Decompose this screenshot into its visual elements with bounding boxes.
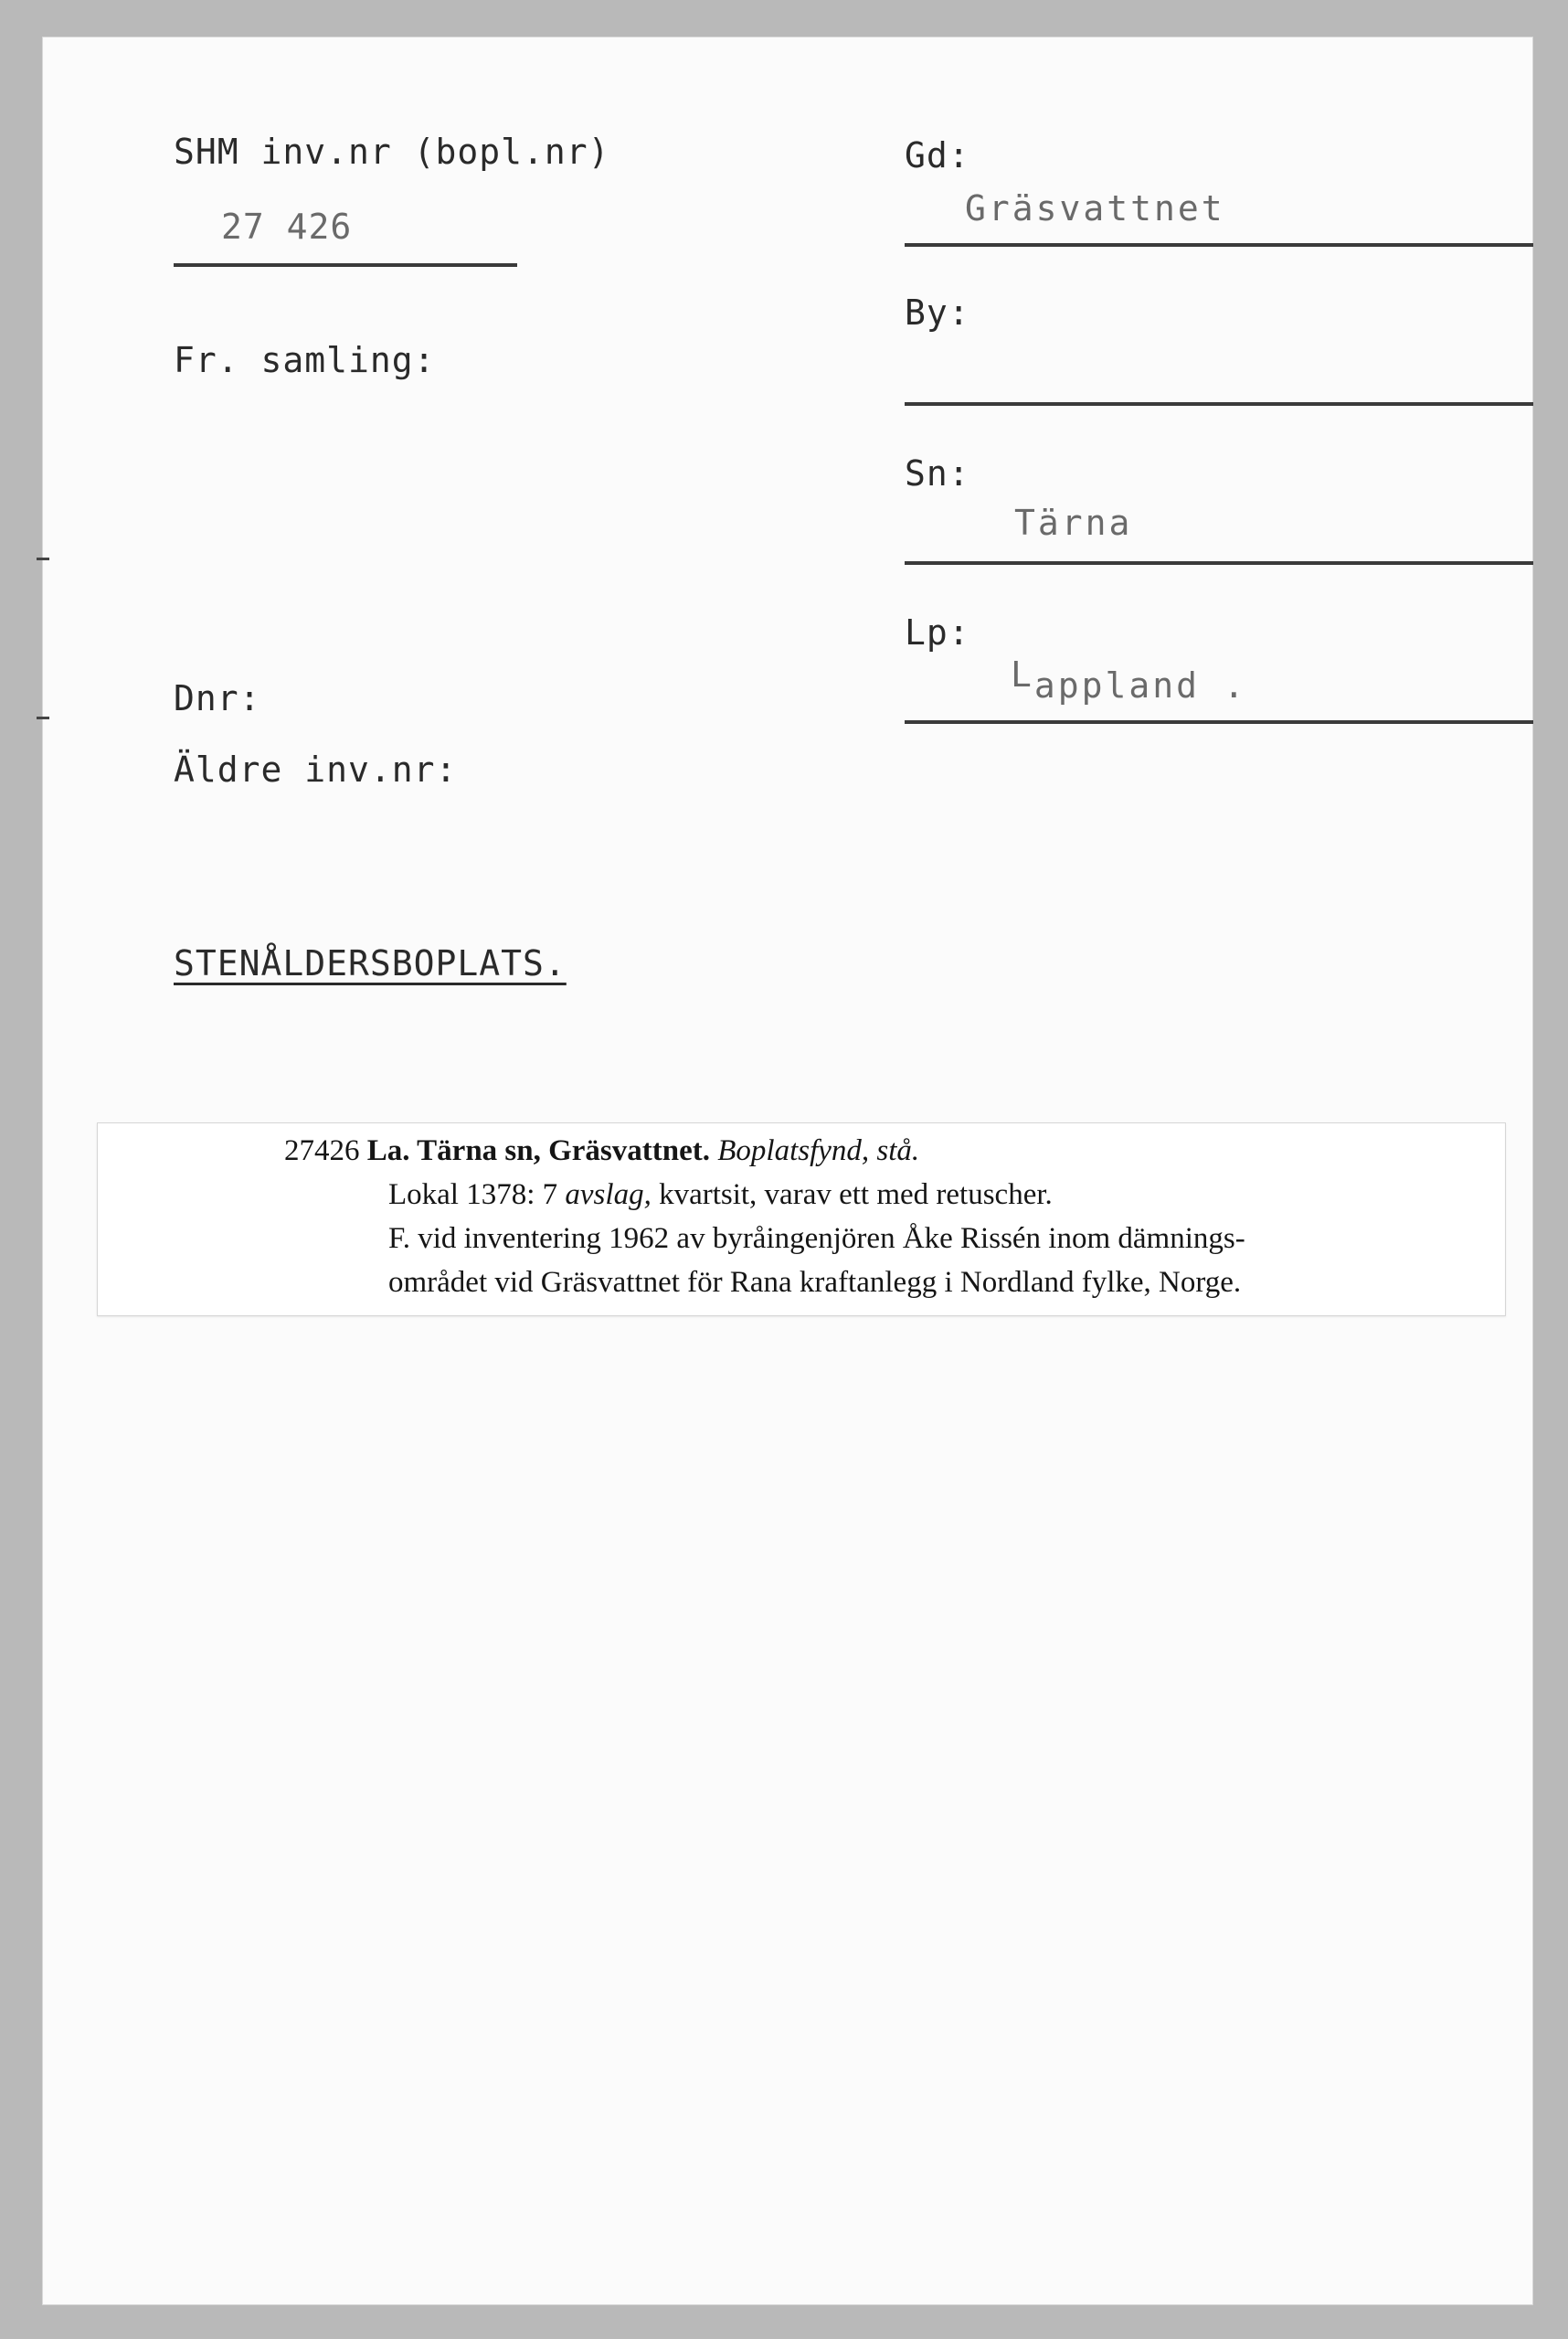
by-rule bbox=[905, 402, 1533, 406]
lp-label: Lp: bbox=[905, 612, 970, 653]
label-number: 27426 bbox=[284, 1134, 360, 1167]
label-line-4: området vid Gräsvattnet för Rana kraftanlegg i Nordland fylke, Norge. bbox=[388, 1266, 1242, 1299]
inv-nr-label: SHM inv.nr (bopl.nr) bbox=[174, 132, 610, 172]
catalog-card bbox=[42, 37, 1533, 2305]
lp-value bbox=[1011, 654, 1247, 706]
inv-nr-value: 27 426 bbox=[221, 207, 353, 247]
gd-value: Gräsvattnet bbox=[965, 188, 1225, 229]
label-line-2-italic: avslag, bbox=[565, 1178, 652, 1211]
label-line-3: F. vid inventering 1962 av byråingenjören Åke Rissén inom dämnings- bbox=[388, 1222, 1245, 1255]
lp-rule bbox=[905, 720, 1533, 724]
inv-nr-rule bbox=[174, 263, 517, 267]
label-title-bold: La. Tärna sn, Gräsvattnet. bbox=[366, 1134, 710, 1167]
pasted-catalog-label bbox=[97, 1122, 1506, 1316]
gd-label: Gd: bbox=[905, 135, 970, 175]
edge-mark bbox=[37, 558, 49, 560]
gd-rule bbox=[905, 243, 1533, 247]
dnr-label: Dnr: bbox=[174, 678, 261, 718]
edge-mark bbox=[37, 717, 49, 719]
aldre-inv-nr-label: Äldre inv.nr: bbox=[174, 750, 458, 790]
label-line-2-a: Lokal 1378: 7 bbox=[388, 1178, 566, 1211]
by-label: By: bbox=[905, 292, 970, 333]
label-line-2-b: kvartsit, varav ett med retuscher. bbox=[651, 1178, 1053, 1211]
lp-value-initial: L bbox=[1011, 654, 1034, 695]
sn-rule bbox=[905, 561, 1533, 565]
label-title-italic: Boplatsfynd, stå. bbox=[717, 1134, 920, 1167]
lp-value-rest: appland . bbox=[1033, 665, 1247, 706]
sn-value: Tärna bbox=[1014, 503, 1133, 543]
site-type-heading: STENÅLDERSBOPLATS. bbox=[174, 943, 567, 983]
sn-label: Sn: bbox=[905, 453, 970, 494]
fr-samling-label: Fr. samling: bbox=[174, 340, 436, 380]
label-line-1 bbox=[284, 1134, 919, 1168]
label-line-2 bbox=[388, 1178, 1053, 1212]
